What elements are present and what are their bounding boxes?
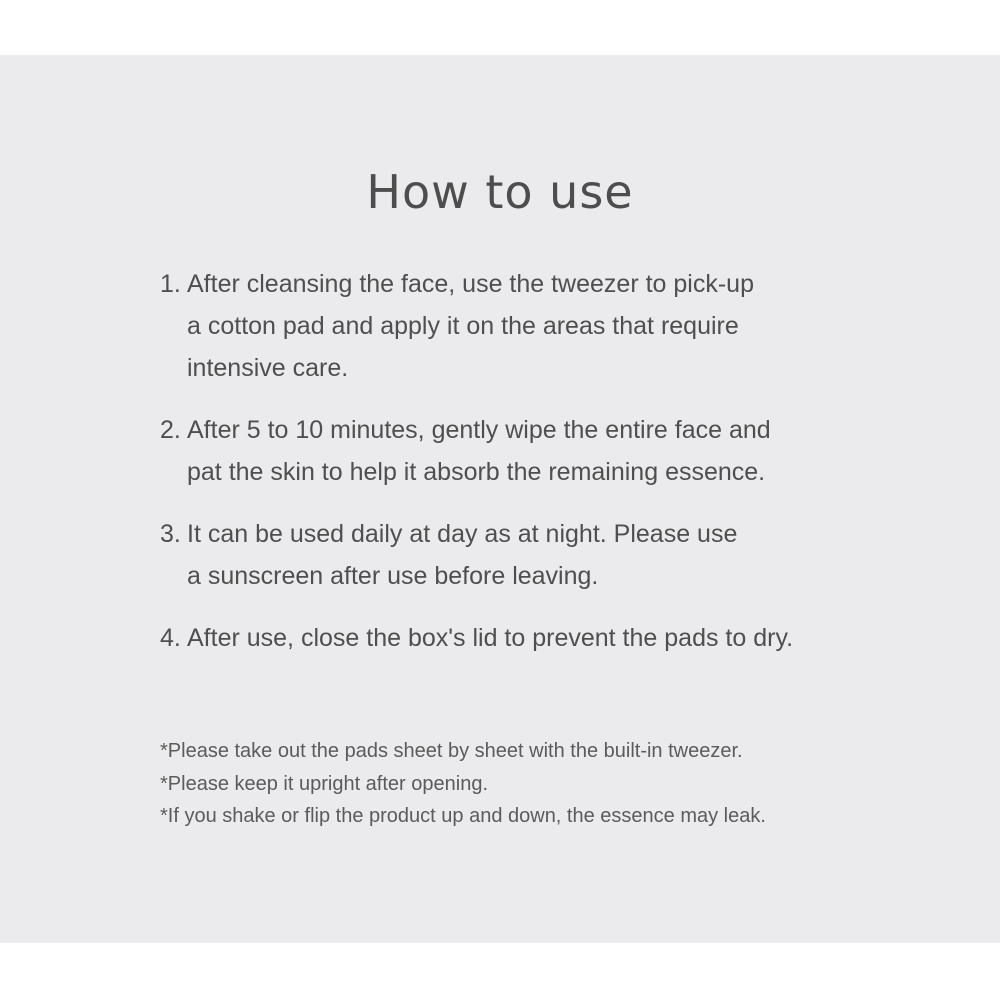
step-line: It can be used daily at day as at night. Please use: [187, 520, 738, 548]
step-text: [187, 513, 737, 597]
page-title: How to use: [366, 165, 634, 219]
instruction-step-3: [160, 513, 880, 597]
step-number: 2.: [160, 416, 181, 444]
step-line: a sunscreen after use before leaving.: [187, 562, 599, 590]
step-text: [187, 409, 771, 493]
instruction-step-2: [160, 409, 880, 493]
step-number: 1.: [160, 270, 181, 298]
caution-note: *Please keep it upright after opening.: [160, 772, 488, 795]
step-text: [187, 617, 793, 659]
instruction-list: [160, 263, 880, 679]
step-line: intensive care.: [187, 354, 349, 382]
step-text: [187, 263, 754, 389]
content-panel: [0, 55, 1000, 943]
step-line: After 5 to 10 minutes, gently wipe the entire face and: [187, 416, 771, 444]
caution-note: *If you shake or flip the product up and down, the essence may leak.: [160, 805, 766, 827]
step-line: After use, close the box's lid to prevent the pads to dry.: [187, 624, 794, 652]
instruction-step-4: [160, 617, 880, 659]
step-line: a cotton pad and apply it on the areas that require: [187, 312, 739, 340]
caution-notes: [160, 735, 920, 833]
step-number: 3.: [160, 520, 181, 548]
step-line: After cleansing the face, use the tweezer to pick-up: [187, 270, 754, 298]
instruction-step-1: [160, 263, 880, 389]
step-number: 4.: [160, 624, 181, 652]
step-line: pat the skin to help it absorb the remaining essence.: [187, 458, 766, 486]
caution-note: *Please take out the pads sheet by sheet with the built-in tweezer.: [160, 740, 743, 762]
